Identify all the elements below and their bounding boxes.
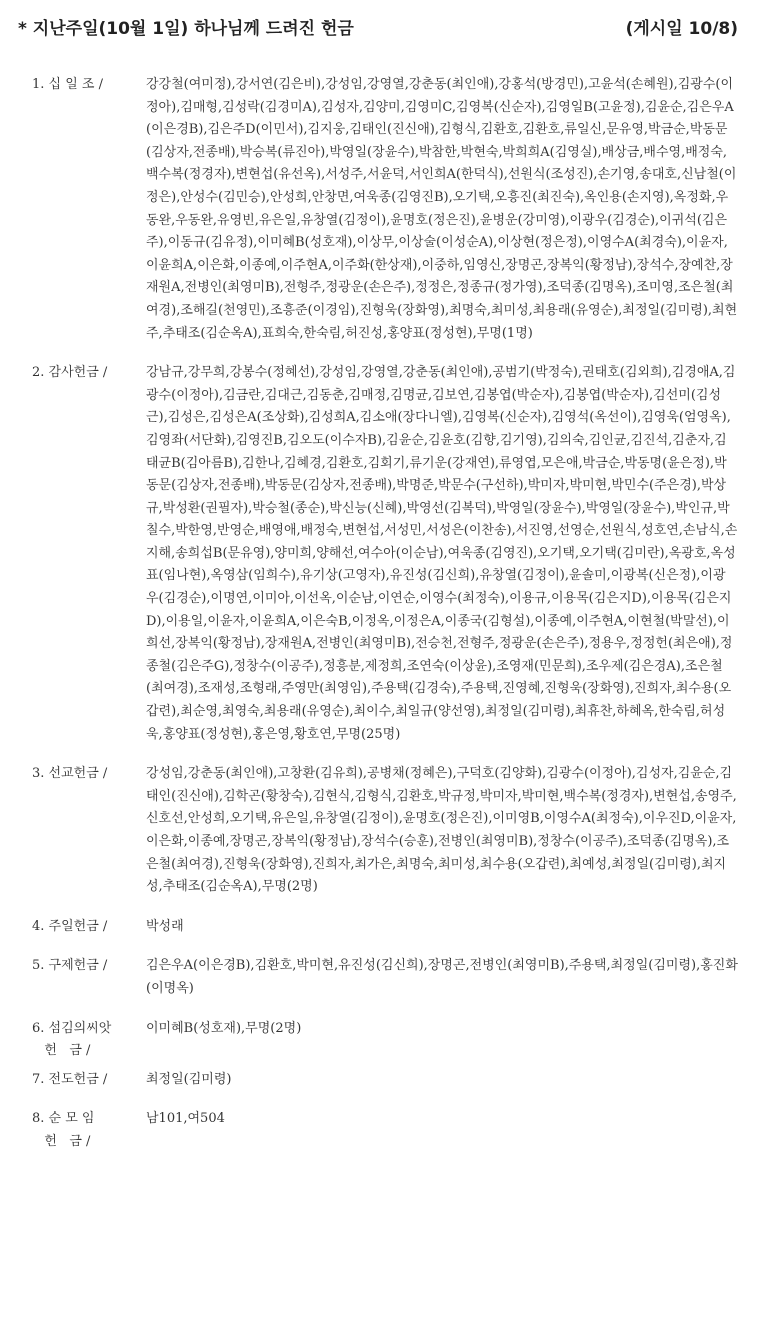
section-names: 최정일(김미령)	[146, 1071, 232, 1087]
page-header	[18, 14, 738, 44]
section-tithe	[18, 74, 738, 345]
section-label: 6. 섬김의씨앗 헌 금 /	[32, 1020, 112, 1059]
section-label: 8. 순 모 임 헌 금 /	[32, 1111, 95, 1149]
section-mission	[18, 763, 738, 899]
section-label: 2. 감사헌금 /	[32, 365, 108, 381]
section-evangelism	[18, 1069, 738, 1092]
section-small-group	[18, 1108, 738, 1153]
section-names: 김은우A(이은경B),김환호,박미현,유진성(김신희),장명곤,전병인(최영미B),주용택,최정일(김미령),홍진화(이명옥)	[146, 958, 738, 996]
section-names: 남101,여504	[146, 1111, 225, 1127]
offering-sections	[18, 74, 738, 1154]
section-sunday	[18, 916, 738, 939]
page-title: * 지난주일(10월 1일) 하나님께 드려진 헌금	[18, 19, 354, 39]
section-label: 7. 전도헌금 /	[32, 1071, 108, 1087]
section-label: 1. 십 일 조 /	[32, 77, 103, 92]
section-names: 강강철(여미정),강서연(김은비),강성임,강영열,강춘동(최인애),강홍석(방경민),고윤석(손혜원),김광수(이정아),김매형,김성락(김경미A),김성자,김양미,김영미C,김영복(신순자),김영일B(고윤정),김윤순,김은우A(이은경B),김은주D(이민서),김지웅,김태인(진신애),김형식,김환호,김환호,류일신,문유영,박금순,박동문(김상자,전종배),박승복(류진아),박영일(장윤수),박참한,박현숙,박희희A(김영실),배상금,배수영,배정숙,백수복(정경자),변현섭(유선옥),서성주,서윤덕,서인희A(한덕식),선원식(조성진),손기영,송대호,신남철(이정은),안성수(김민승),안성희,안창면,여욱종(김영진B),오기택,오흥진(최진숙),옥인용(손지영),옥정화,우동완,우동완,유영빈,유은일,유창열(김정이),윤명호(정은진),윤병운(강미영),이광우(김경순),이귀석(김은주),이동규(김유정),이미혜B(성호재),이상무,이상술(이성순A),이상현(정은정),이영수A(최경숙),이윤자,이윤희A,이은화,이종예,이주현A,이주화(한상재),이중하,임영신,장명곤,장복익(황정남),장석수,장예찬,장재원A,전병인(최영미B),전형주,정광운(손은주),정정은,정종규(정가영),조덕종(김명옥),조미영,조은철(최여경),조해길(천영민),조흥준(이경임),진형욱(장화영),최명숙,최미성,최용래(유영순),최정일(김미령),최현주,추태조(김순옥A),표희숙,한숙림,허진성,홍양표(정성현),무명(1명)	[146, 77, 738, 341]
section-names: 강남규,강무희,강봉수(정혜선),강성임,강영열,강춘동(최인애),공범기(박정숙),권태호(김외희),김경애A,김광수(이정아),김금란,김대근,김동춘,김매정,김명균,김보연,김봉엽(박순자),김봉엽(박순자),김선미(김성근),김성은,김성은A(조상화),김성희A,김소애(장다니엘),김영복(신순자),김영석(옥선이),김영욱(엄영옥),김영좌(서단화),김영진B,김오도(이수자B),김윤순,김윤호(김향,김기영),김의숙,김인균,김진석,김춘자,김태균B(김아름B),김한나,김혜경,김환호,김회기,류기운(강재연),류영엽,모은애,박금순,박동명(윤은정),박동문(김상자,전종배),박동문(김상자,전종배),박명준,박문수(구선하),박미자,박미현,박민수(주은경),박상규,박성환(권필자),박승철(종순),박신능(신혜),박영선(김복덕),박영일(장윤수),박영일(장윤수),박인규,박칠수,박한영,반영순,배영애,배정숙,변현섭,서성민,서성은(이찬송),서진영,선영순,선원식,성호연,손남식,손지해,송희섭B(문유영),양미희,양해선,여수아(이순남),여욱종(김영진),오기택,오기택(김미란),옥광호,옥성표(임나현),옥영삼(임희수),유기상(고영자),유진성(김신희),유창열(김정이),윤솔미,이광복(신은정),이광우(김경순),이명연,이미아,이선옥,이순남,이연순,이영수(최정숙),이용규,이용목(김은지D),이용목(김은지D),이용일,이윤자,이윤희A,이은숙B,이정옥,이정은A,이종국(김형설),이종예,이주현A,이현철(박말선),이희선,장복익(황정남),장재원A,전병인(최영미B),전승천,전형주,정광운(손은주),정용우,정정헌(최은애),정종철(김은주G),정창수(이공주),정흥분,제정희,조연숙(이상윤),조영재(민문희),조우제(김은경A),조은철(최여경),조재성,조형래,주영만(최영임),주용택(김경숙),주용택,진영혜,진형욱(장화영),진희자,최수용(오갑련),최순영,최영숙,최용래(유영순),최이수,최일규(양선영),최정일(김미령),최휴찬,하혜옥,한숙림,허성욱,홍양표(정성현),홍은영,황호연,무명(25명)	[146, 365, 738, 742]
section-thanksgiving	[18, 362, 738, 746]
posted-date: (게시일 10/8)	[625, 19, 738, 39]
section-label: 3. 선교헌금 /	[32, 766, 108, 782]
section-service-seed	[18, 1018, 738, 1063]
section-names: 박성래	[146, 918, 184, 934]
section-names: 강성임,강춘동(최인애),고창환(김유희),공병채(정혜은),구덕호(김양화),김광수(이정아),김성자,김윤순,김태인(진신애),김학곤(황창숙),김현식,김형식,김환호,박규정,박미자,박미현,백수복(정경자),변현섭,송영주,신호선,안성희,오기택,유은일,유창열(김정이),윤명호(정은진),이미영B,이영수A(최정숙),이우진D,이윤자,이은화,이종예,장명곤,장복익(황정남),장석수(승훈),전병인(최영미B),정창수(이공주),조덕종(김명옥),조은철(최여경),진형욱(장화영),진희자,최가은,최명숙,최미성,최수용(오갑련),최예성,최정일(김미령),최지성,추태조(김순옥A),무명(2명)	[146, 766, 737, 895]
section-label: 5. 구제헌금 /	[32, 958, 108, 974]
section-names: 이미혜B(성호재),무명(2명)	[146, 1020, 302, 1036]
section-label: 4. 주일헌금 /	[32, 918, 108, 934]
section-relief	[18, 955, 738, 1000]
